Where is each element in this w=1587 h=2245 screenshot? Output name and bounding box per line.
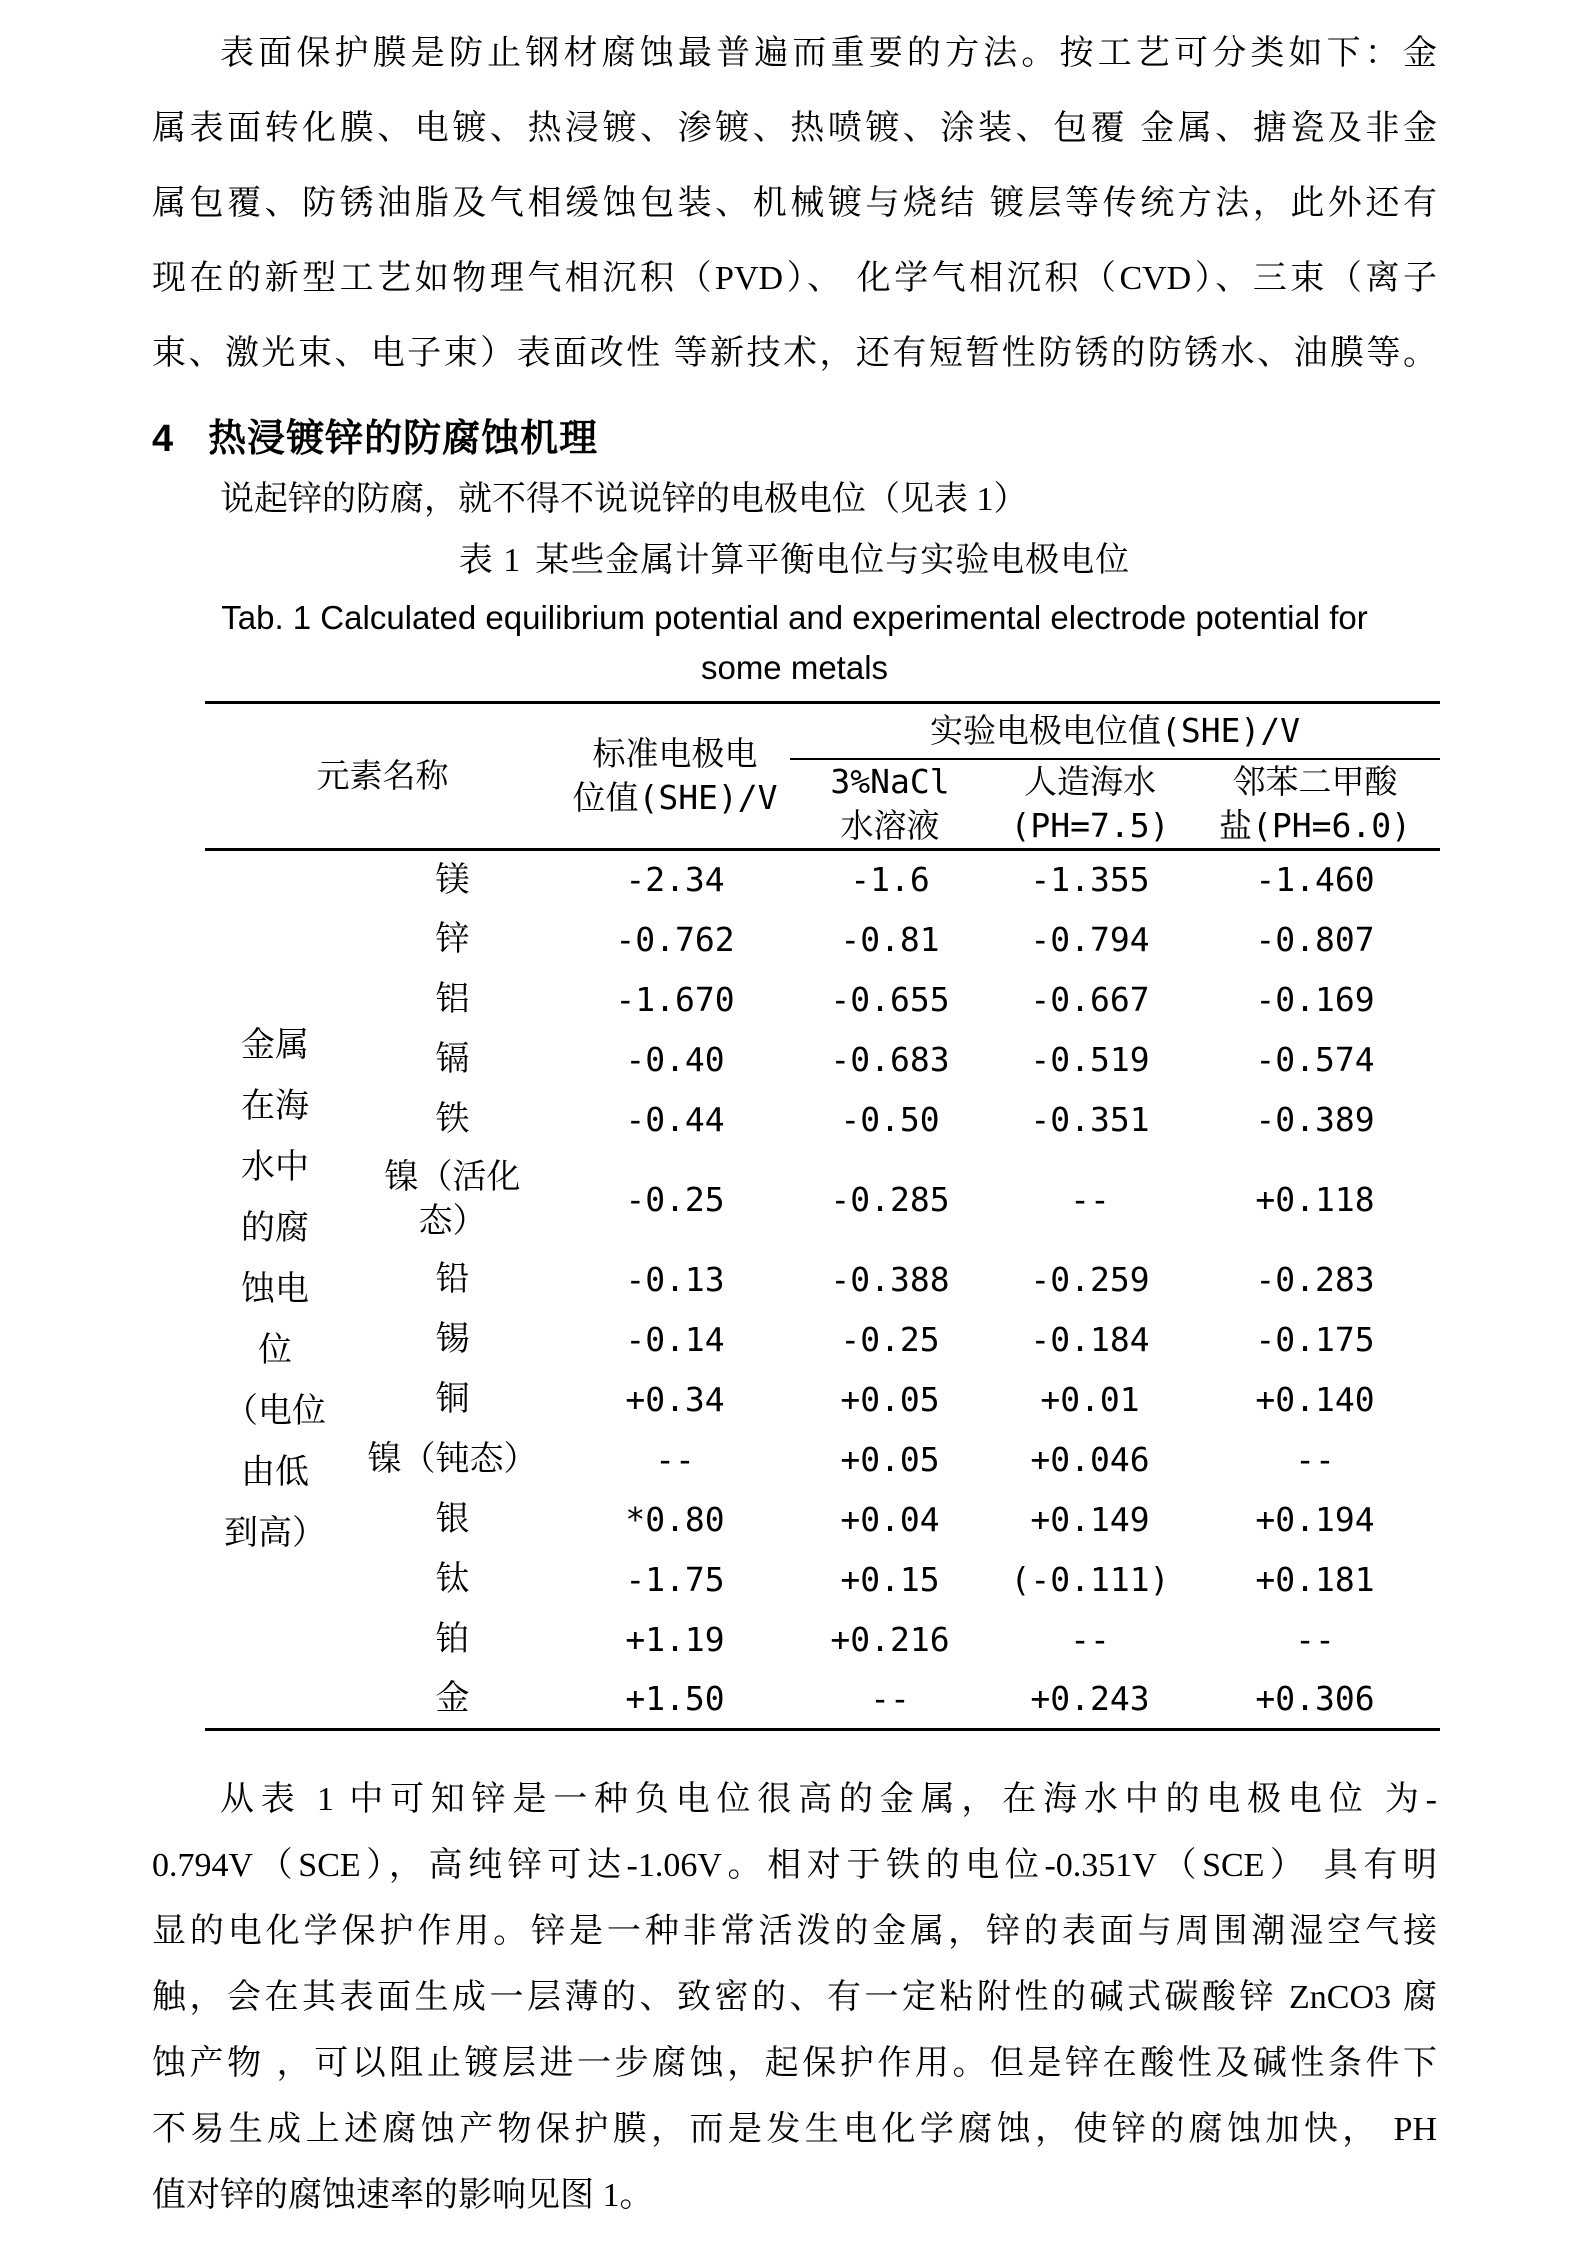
table-row	[205, 909, 1440, 969]
text-line: 触，会在其表面生成一层薄的、致密的、有一定粘附性的碱式碳酸锌 ZnCO3 腐	[152, 1978, 1437, 2016]
seawater-value: -0.667	[1030, 979, 1150, 1019]
nacl-solution-value: +0.216	[830, 1619, 950, 1659]
text-line: 表面保护膜是防止钢材腐蚀最普遍而重要的方法。按工艺可分类如下：金	[220, 35, 1437, 72]
nacl-solution-value: --	[870, 1678, 910, 1718]
header-artificial-seawater: 人造海水 (PH=7.5)	[1010, 761, 1170, 845]
phthalate-value: +0.194	[1255, 1499, 1375, 1539]
seawater-value: --	[1070, 1619, 1110, 1659]
section-title: 热浸镀锌的防腐蚀机理	[208, 418, 599, 460]
phthalate-value: -1.460	[1255, 860, 1375, 900]
table-row	[205, 1309, 1440, 1369]
header-experimental-potential: 实验电极电位值(SHE)/V	[790, 703, 1440, 759]
text-line: 蚀产物 ，可以阻止镀层进一步腐蚀，起保护作用。但是锌在酸性及碱性条件下	[152, 2044, 1437, 2082]
element-name-cell: 铁	[435, 1099, 470, 1139]
table-caption-cn-text: 某些金属计算平衡电位与实验电极电位	[535, 542, 1131, 579]
table-row	[205, 969, 1440, 1029]
electrode-potential-table	[205, 701, 1440, 1731]
header-nacl-solution: 3%NaCl 水溶液	[830, 761, 950, 845]
phthalate-value: -0.807	[1255, 919, 1375, 959]
standard-potential-value: +1.50	[625, 1678, 725, 1718]
row-group-label-chunk: 到高）	[224, 1512, 326, 1553]
table-row	[205, 1029, 1440, 1089]
nacl-solution-value: +0.04	[840, 1499, 940, 1539]
standard-potential-value: *0.80	[625, 1499, 725, 1539]
row-group-label-chunk: 金属	[241, 1024, 309, 1065]
phthalate-value: +0.181	[1255, 1559, 1375, 1599]
standard-potential-value: -0.13	[625, 1259, 725, 1299]
table-row	[205, 1489, 1440, 1549]
seawater-value: +0.243	[1030, 1678, 1150, 1718]
phthalate-value: -0.175	[1255, 1319, 1375, 1359]
phthalate-value: -0.283	[1255, 1259, 1375, 1299]
seawater-value: +0.046	[1030, 1439, 1150, 1479]
text-line: 显的电化学保护作用。锌是一种非常活泼的金属，锌的表面与周围潮湿空气接	[152, 1912, 1437, 1950]
phthalate-value: +0.118	[1255, 1179, 1375, 1219]
phthalate-value: -0.169	[1255, 979, 1375, 1019]
seawater-value: +0.149	[1030, 1499, 1150, 1539]
element-name-cell: 镍（钝态）	[367, 1439, 538, 1479]
table-row	[205, 1429, 1440, 1489]
element-name-cell: 镉	[435, 1039, 470, 1079]
table-caption-cn	[152, 533, 1437, 589]
standard-potential-value: -0.14	[625, 1319, 725, 1359]
standard-potential-value: -0.762	[615, 919, 735, 959]
header-phthalate: 邻苯二甲酸 盐(PH=6.0)	[1219, 761, 1411, 845]
row-group-label-chunk: 水中	[241, 1146, 309, 1187]
standard-potential-value: -1.670	[615, 979, 735, 1019]
section-number: 4	[152, 418, 175, 460]
text-line: 不易生成上述腐蚀产物保护膜，而是发生电化学腐蚀，使锌的腐蚀加快， PH	[152, 2110, 1437, 2148]
paragraph-surface-protection	[152, 16, 1437, 391]
standard-potential-value: --	[655, 1439, 695, 1479]
table-row	[205, 1369, 1440, 1429]
row-group-label-chunk: 在海	[241, 1085, 309, 1126]
nacl-solution-value: -0.285	[830, 1179, 950, 1219]
text-line: 现在的新型工艺如物理气相沉积（PVD）、 化学气相沉积（CVD）、三束（离子	[152, 260, 1437, 297]
section-heading	[152, 411, 1437, 467]
table-header	[205, 703, 1440, 850]
nacl-solution-value: -0.25	[840, 1319, 940, 1359]
element-name-cell: 镁	[435, 859, 470, 900]
phthalate-value: +0.306	[1255, 1678, 1375, 1718]
paragraph-zinc-discussion	[152, 1767, 1437, 2229]
table-row	[205, 849, 1440, 909]
nacl-solution-value: +0.05	[840, 1439, 940, 1479]
seawater-value: -0.519	[1030, 1039, 1150, 1079]
table-row	[205, 1249, 1440, 1309]
seawater-value: -1.355	[1030, 860, 1150, 900]
text-line: 属包覆、防锈油脂及气相缓蚀包装、机械镀与烧结 镀层等传统方法，此外还有	[152, 185, 1437, 222]
element-name-cell: 铝	[435, 979, 470, 1019]
phthalate-value: --	[1295, 1619, 1335, 1659]
element-name-cell: 银	[435, 1499, 470, 1539]
nacl-solution-value: -0.388	[830, 1259, 950, 1299]
text-line: 从表 1 中可知锌是一种负电位很高的金属，在海水中的电极电位 为-	[220, 1780, 1437, 1818]
standard-potential-value: -2.34	[625, 860, 725, 900]
header-element-name: 元素名称	[316, 755, 449, 795]
row-group-label-chunk: 由低	[241, 1451, 309, 1492]
header-standard-potential: 标准电极电 位值(SHE)/V	[572, 733, 778, 817]
standard-potential-value: -0.40	[625, 1039, 725, 1079]
text-line: 属表面转化膜、电镀、热浸镀、渗镀、热喷镀、涂装、包覆 金属、搪瓷及非金	[152, 110, 1437, 147]
nacl-solution-value: -0.683	[830, 1039, 950, 1079]
table-row	[205, 1089, 1440, 1149]
element-name-cell: 铂	[435, 1619, 470, 1659]
table-row	[205, 1609, 1440, 1669]
phthalate-value: --	[1295, 1439, 1335, 1479]
nacl-solution-value: +0.05	[840, 1379, 940, 1419]
intro-line: 说起锌的防腐，就不得不说说锌的电极电位（见表 1）	[220, 481, 1028, 518]
row-group-label-chunk: 位	[258, 1329, 292, 1370]
element-name-cell: 钛	[435, 1559, 470, 1599]
text-line: 值对锌的腐蚀速率的影响见图 1。	[152, 2176, 654, 2214]
seawater-value: -0.351	[1030, 1099, 1150, 1139]
table-caption-en	[152, 593, 1437, 693]
seawater-value: +0.01	[1040, 1379, 1140, 1419]
text-line: 束、激光束、电子束）表面改性 等新技术，还有短暂性防锈的防锈水、油膜等。	[152, 335, 1437, 372]
seawater-value: -0.184	[1030, 1319, 1150, 1359]
nacl-solution-value: -0.81	[840, 919, 940, 959]
phthalate-value: -0.389	[1255, 1099, 1375, 1139]
standard-potential-value: +1.19	[625, 1619, 725, 1659]
nacl-solution-value: +0.15	[840, 1559, 940, 1599]
table-row	[205, 1669, 1440, 1729]
table-body	[205, 849, 1440, 1729]
table-row	[205, 1549, 1440, 1609]
standard-potential-value: -0.25	[625, 1179, 725, 1219]
standard-potential-value: -1.75	[625, 1559, 725, 1599]
table-row	[205, 1149, 1440, 1249]
nacl-solution-value: -0.655	[830, 979, 950, 1019]
nacl-solution-value: -1.6	[850, 860, 930, 900]
element-name-cell: 铅	[435, 1259, 470, 1299]
row-group-label-chunk: 蚀电	[241, 1268, 309, 1309]
nacl-solution-value: -0.50	[840, 1099, 940, 1139]
text-line: 0.794V（SCE），高纯锌可达-1.06V。相对于铁的电位-0.351V（SCE） 具有明	[152, 1846, 1437, 1884]
element-name-cell: 锡	[435, 1319, 470, 1359]
table-caption-en-line2: some metals	[700, 649, 889, 686]
phthalate-value: -0.574	[1255, 1039, 1375, 1079]
row-group-label-chunk: 的腐	[241, 1207, 309, 1248]
row-group-label-chunk: （电位	[224, 1390, 326, 1431]
seawater-value: --	[1070, 1179, 1110, 1219]
seawater-value: -0.794	[1030, 919, 1150, 959]
standard-potential-value: -0.44	[625, 1099, 725, 1139]
element-name-cell: 锌	[435, 919, 470, 959]
table-caption-en-line1: Tab. 1 Calculated equilibrium potential and experimental electrode potential for	[221, 599, 1368, 636]
element-name-cell: 金	[435, 1678, 470, 1719]
seawater-value: -0.259	[1030, 1259, 1150, 1299]
row-group-label	[205, 849, 345, 1729]
seawater-value: (-0.111)	[1010, 1559, 1170, 1599]
phthalate-value: +0.140	[1255, 1379, 1375, 1419]
element-name-cell: 铜	[435, 1379, 470, 1419]
table-caption-cn-label: 表 1	[458, 542, 522, 579]
element-name-cell: 镍（活化 态）	[384, 1157, 521, 1241]
standard-potential-value: +0.34	[625, 1379, 725, 1419]
